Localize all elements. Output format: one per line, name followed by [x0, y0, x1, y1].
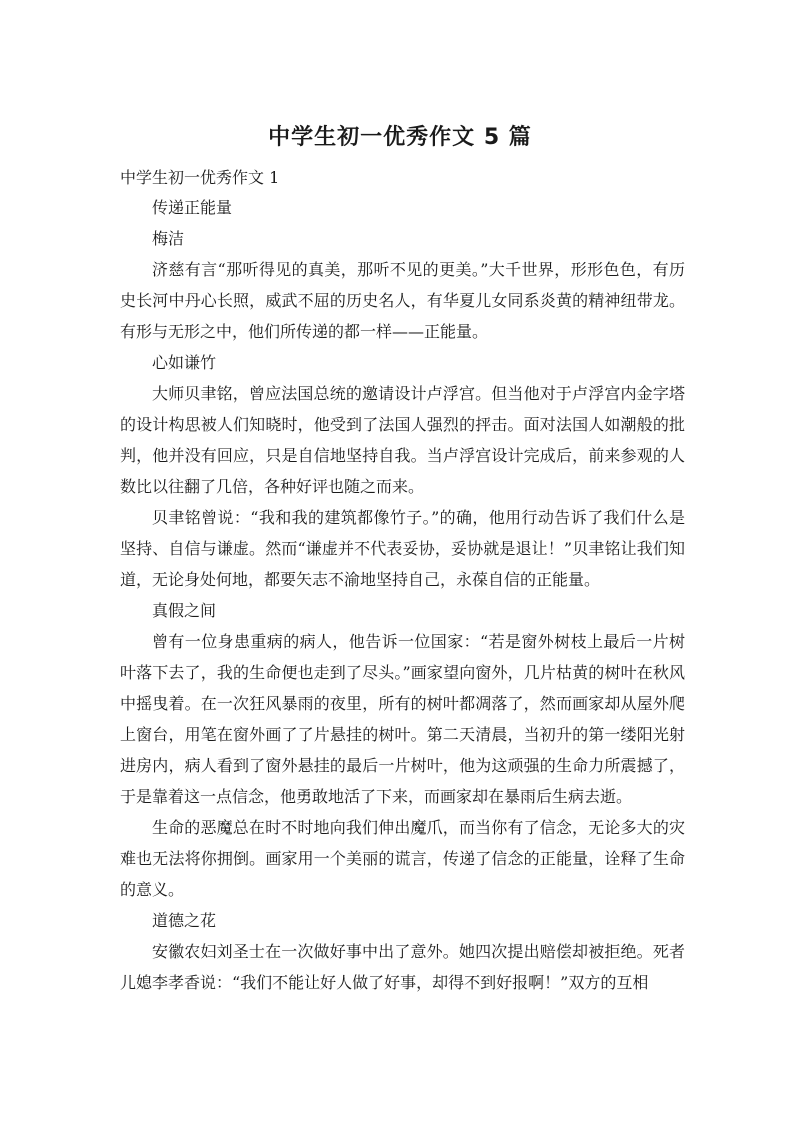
essay-subtitle: 中学生初一优秀作文 1 — [120, 168, 280, 187]
body-paragraph: 济慈有言“那听得见的真美，那听不见的更美。”大千世界，形形色色，有历史长河中丹心长照，威武不屈的历史名人，有华夏儿女同系炎黄的精神纽带龙。有形与无形之中，他们所传递的都一样——正能量。 — [120, 260, 685, 341]
body-paragraph: 贝聿铭曾说：“我和我的建筑都像竹子。”的确，他用行动告诉了我们什么是坚持、自信与谦虚。然而“谦虚并不代表妥协，妥协就是退让！”贝聿铭让我们知道，无论身处何地，都要矢志不渝地坚持自己，永葆自信的正能量。 — [120, 508, 685, 589]
section-heading: 道德之花 — [152, 911, 217, 930]
body-paragraph: 曾有一位身患重病的病人，他告诉一位国家：“若是窗外树枝上最后一片树叶落下去了，我的生命便也走到了尽头。”画家望向窗外，几片枯黄的树叶在秋风中摇曳着。在一次狂风暴雨的夜里，所有的树叶都凋落了，然而画家却从屋外爬上窗台，用笔在窗外画了了片悬挂的树叶。第二天清晨，当初升的第一缕阳光射进房内，病人看到了窗外悬挂的最后一片树叶，他为这顽强的生命力所震撼了，于是靠着这一点信念，他勇敢地活了下来，而画家却在暴雨后生病去逝。 — [120, 632, 685, 806]
body-paragraph: 大师贝聿铭，曾应法国总统的邀请设计卢浮宫。但当他对于卢浮宫内金字塔的设计构思被人们知晓时，他受到了法国人强烈的抨击。面对法国人如潮般的批判，他并没有回应，只是自信地坚持自我。当卢浮宫设计完成后，前来参观的人数比以往翻了几倍，各种好评也随之而来。 — [120, 384, 685, 496]
section-heading: 真假之间 — [152, 601, 217, 620]
body-paragraph: 安徽农妇刘圣士在一次做好事中出了意外。她四次提出赔偿却被拒绝。死者儿媳李孝香说：“我们不能让好人做了好事，却得不到好报啊！”双方的互相 — [120, 942, 685, 992]
section-heading: 传递正能量 — [152, 198, 233, 217]
section-heading: 梅洁 — [152, 229, 185, 248]
document-title: 中学生初一优秀作文 5 篇 — [268, 125, 532, 150]
section-heading: 心如谦竹 — [152, 353, 217, 372]
document-body — [120, 192, 685, 998]
body-paragraph: 生命的恶魔总在时不时地向我们伸出魔爪，而当你有了信念，无论多大的灾难也无法将你拥倒。画家用一个美丽的谎言，传递了信念的正能量，诠释了生命的意义。 — [120, 818, 685, 899]
